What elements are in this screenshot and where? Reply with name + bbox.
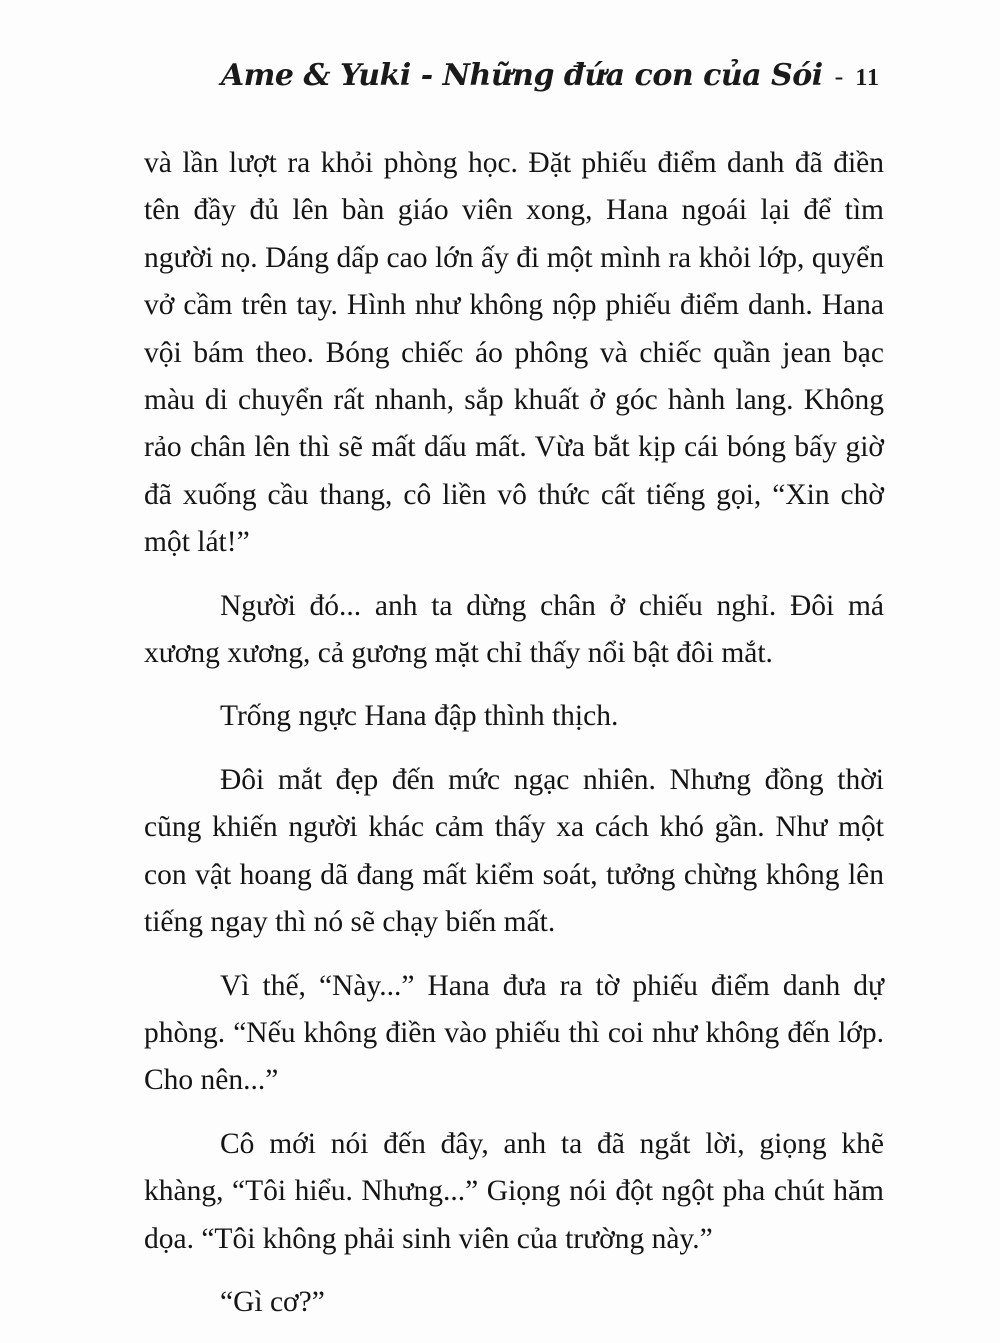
- book-title: Ame & Yuki - Những đứa con của Sói: [220, 58, 823, 93]
- paragraph-1: và lần lượt ra khỏi phòng học. Đặt phiếu điểm danh đã điền tên đầy đủ lên bàn giáo viên xong, Hana ngoái lại để tìm người nọ. Dáng dấp cao lớn ấy đi một mình ra khỏi lớp, quyển vở cầm trên tay. Hình như không nộp phiếu điểm danh. Hana vội bám theo. Bóng chiếc áo phông và chiếc quần jean bạc màu di chuyển rất nhanh, sắp khuất ở góc hành lang. Không rảo chân lên thì sẽ mất dấu mất. Vừa bắt kịp cái bóng bấy giờ đã xuống cầu thang, cô liền vô thức cất tiếng gọi, “Xin chờ một lát!”: [144, 147, 884, 559]
- paragraph-7: “Gì cơ?”: [220, 1285, 325, 1318]
- paragraph-2: Người đó... anh ta dừng chân ở chiếu nghỉ. Đôi má xương xương, cả gương mặt chỉ thấy nổi bật đôi mắt.: [144, 589, 884, 670]
- running-header: [221, 58, 880, 93]
- body-text: [144, 140, 884, 1342]
- page-number: 11: [855, 65, 880, 91]
- paragraph-4: Đôi mắt đẹp đến mức ngạc nhiên. Nhưng đồng thời cũng khiến người khác cảm thấy xa cách khó gần. Như một con vật hoang dã đang mất kiểm soát, tưởng chừng không lên tiếng ngay thì nó sẽ chạy biến mất.: [144, 763, 884, 939]
- paragraph-6: Cô mới nói đến đây, anh ta đã ngắt lời, giọng khẽ khàng, “Tôi hiểu. Nhưng...” Giọng nói đột ngột pha chút hăm dọa. “Tôi không phải sinh viên của trường này.”: [144, 1127, 884, 1255]
- header-separator: -: [834, 62, 844, 91]
- paragraph-5: Vì thế, “Này...” Hana đưa ra tờ phiếu điểm danh dự phòng. “Nếu không điền vào phiếu thì coi như không đến lớp. Cho nên...”: [144, 969, 884, 1097]
- paragraph-3: Trống ngực Hana đập thình thịch.: [220, 700, 619, 733]
